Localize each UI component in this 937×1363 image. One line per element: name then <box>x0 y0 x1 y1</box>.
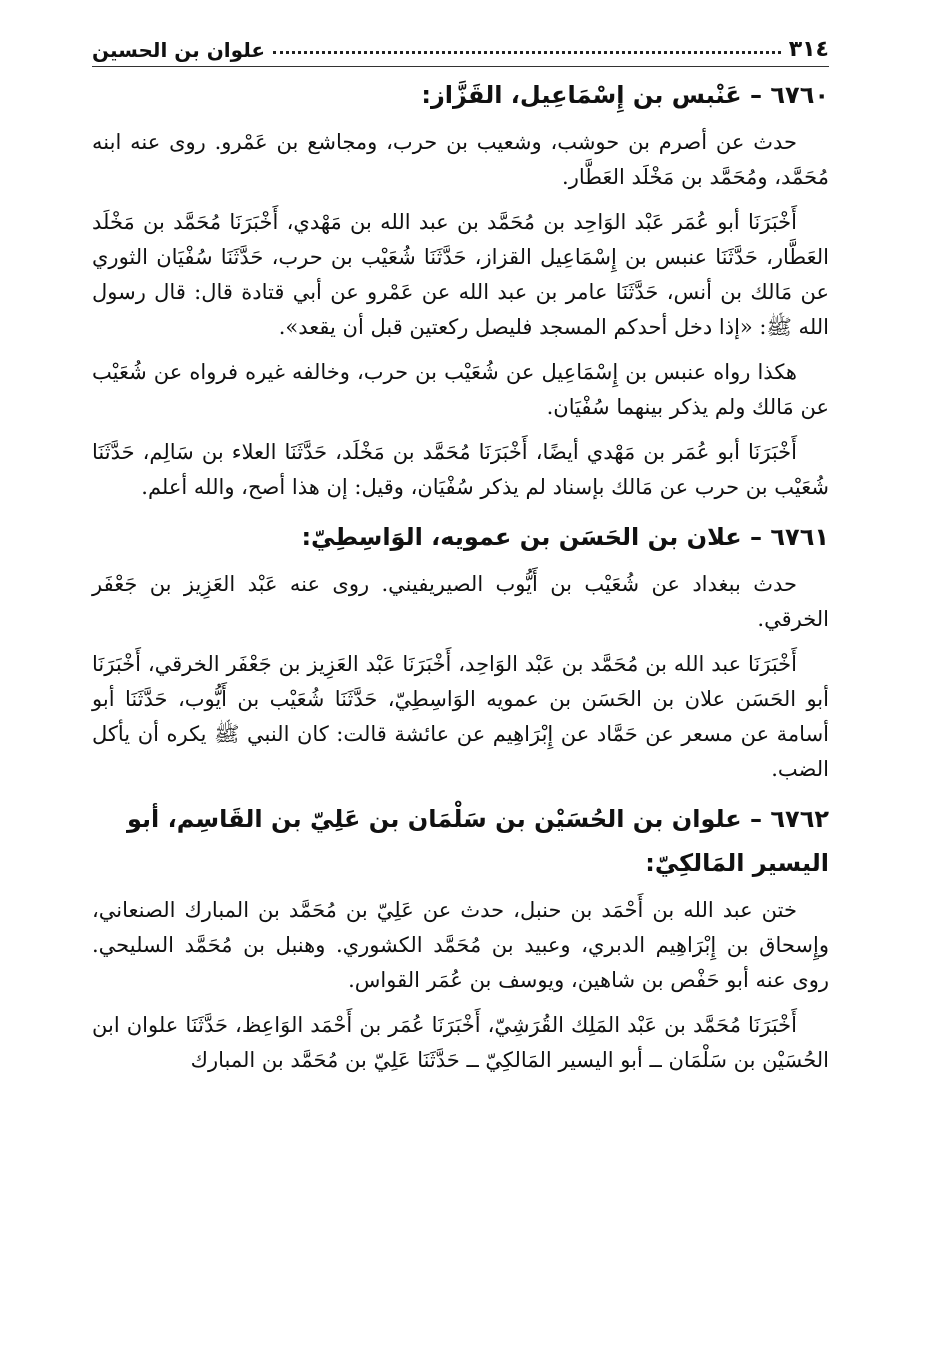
dot-leader <box>273 51 781 54</box>
entry-paragraph: هكذا رواه عنبس بن إِسْمَاعِيل عن شُعَيْب بن حرب، وخالفه غيره فرواه عن شُعَيْب عن مَالك ولم يذكر بينهما سُفْيَان. <box>92 360 829 419</box>
biography-entry <box>92 797 829 1078</box>
entry-paragraph: حدث عن أصرم بن حوشب، وشعيب بن حرب، ومجاشع بن عَمْرو. روى عنه ابنه مُحَمَّد، ومُحَمَّد بن مَخْلَد العَطَّار. <box>92 130 829 189</box>
entry-title: ٦٧٦٠ – عَنْبس بن إِسْمَاعِيل، القَزَّاز: <box>421 81 829 109</box>
entry-paragraph: أَخْبَرَنَا عبد الله بن مُحَمَّد بن عَبْد الوَاحِد، أَخْبَرَنَا عَبْد العَزِيز بن جَعْفَر الخرقي، أَخْبَرَنَا أبو الحَسَن علان بن الحَسَن بن عمويه الوَاسِطِيّ، حَدَّثَنَا شُعَيْب بن أَيُّوب، حَدَّثَنَا أبو أسامة عن مسعر عن حَمَّاد عن إِبْرَاهِيم عن عائشة قالت: كان النبي ﷺ يكره أن يأكل الضب. <box>92 652 829 781</box>
running-title: علوان بن الحسين <box>92 38 266 62</box>
biography-entry <box>92 515 829 787</box>
book-page <box>92 22 829 1363</box>
entry-title: ٦٧٦٢ – علوان بن الحُسَيْن بن سَلْمَان بن عَلِيّ بن القَاسِم، أبو اليسير المَالكِيّ: <box>126 805 829 877</box>
page-number: ٣١٤ <box>788 37 829 62</box>
header-rule <box>92 66 829 67</box>
entry-paragraph: ختن عبد الله بن أَحْمَد بن حنبل، حدث عن عَلِيّ بن مُحَمَّد بن المبارك الصنعاني، وإِسحاق بن إِبْرَاهِيم الدبري، وعبيد بن مُحَمَّد الكشوري. وهنبل بن مُحَمَّد السليحي. روى عنه أبو حَفْص بن شاهين، ويوسف بن عُمَر القواس. <box>92 898 829 992</box>
entry-paragraph: حدث ببغداد عن شُعَيْب بن أَيُّوب الصيريفيني. روى عنه عَبْد العَزِيز بن جَعْفَر الخرقي. <box>92 572 829 631</box>
entry-title: ٦٧٦١ – علان بن الحَسَن بن عمويه، الوَاسِطِيّ: <box>301 523 829 551</box>
biography-entry <box>92 73 829 505</box>
entry-paragraph: أَخْبَرَنَا أبو عُمَر عَبْد الوَاحِد بن مُحَمَّد بن عبد الله بن مَهْدي، أَخْبَرَنَا مُحَمَّد بن مَخْلَد العَطَّار، حَدَّثَنَا عنبس بن إِسْمَاعِيل القزاز، حَدَّثَنَا شُعَيْب بن حرب، حَدَّثَنَا سُفْيَان الثوري عن مَالك بن أنس، حَدَّثَنَا عامر بن عبد الله عن عَمْرو عن أبي قتادة قال: قال رسول الله ﷺ: «إذا دخل أحدكم المسجد فليصل ركعتين قبل أن يقعد». <box>92 210 829 339</box>
entry-paragraph: أَخْبَرَنَا مُحَمَّد بن عَبْد المَلِك القُرَشِيّ، أَخْبَرَنَا عُمَر بن أَحْمَد الوَاعِظ، حَدَّثَنَا علوان ابن الحُسَيْن بن سَلْمَان ــ أبو اليسير المَالكِيّ ــ حَدَّثَنَا عَلِيّ بن مُحَمَّد بن المبارك <box>92 1013 829 1072</box>
page-header <box>92 22 829 62</box>
entry-paragraph: أَخْبَرَنَا أبو عُمَر بن مَهْدي أيضًا، أَخْبَرَنَا مُحَمَّد بن مَخْلَد، حَدَّثَنَا العلاء بن سَالِم، حَدَّثَنَا شُعَيْب بن حرب عن مَالك بإسناد لم يذكر سُفْيَان، وقيل: إن هذا أصح، والله أعلم. <box>92 440 829 499</box>
